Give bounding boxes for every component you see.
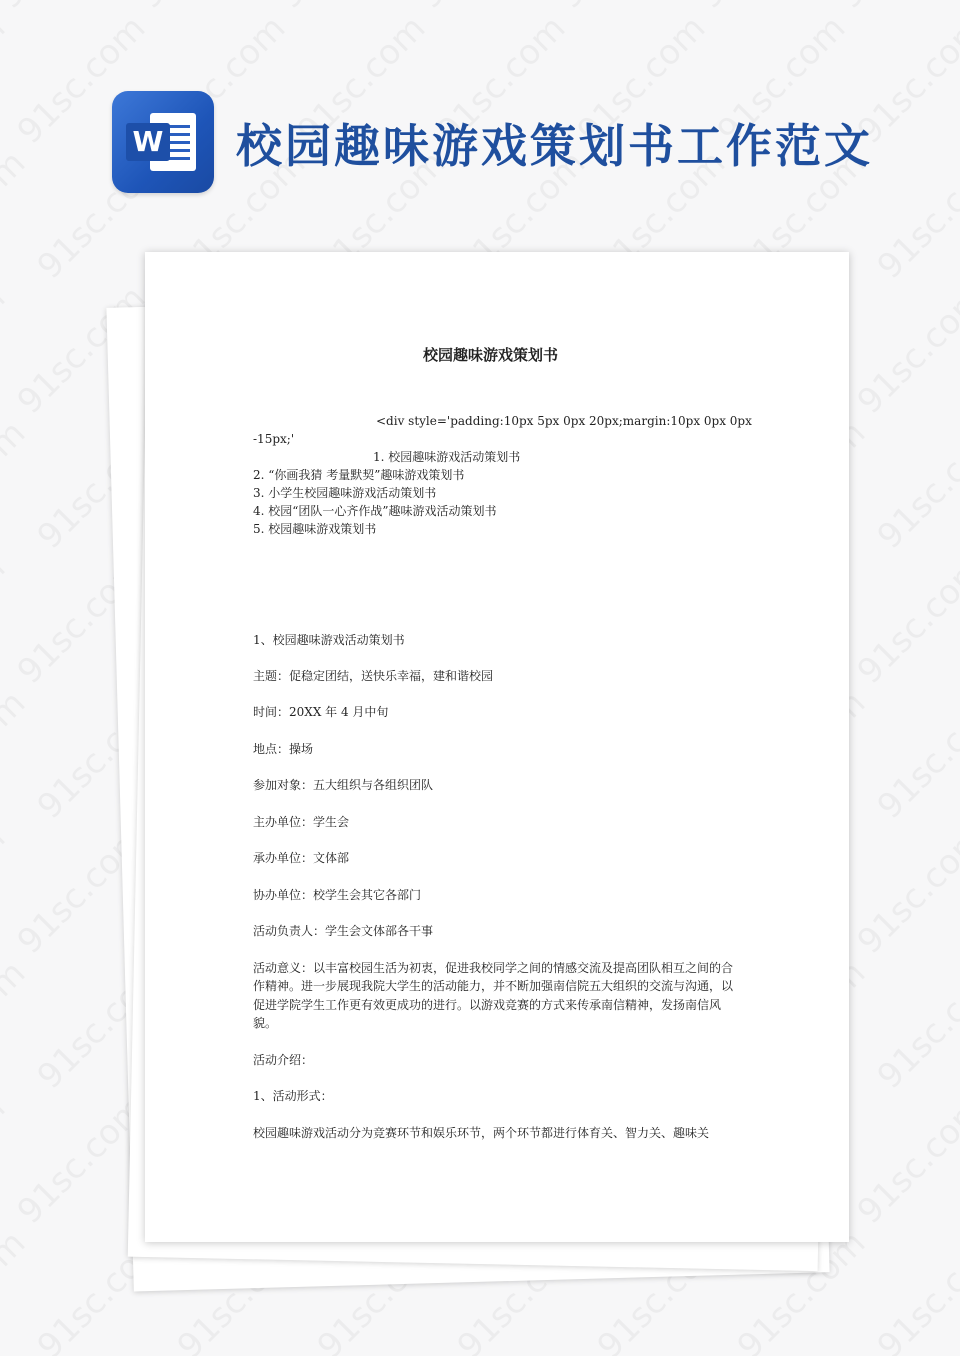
field-line: 时间：20XX 年 4 月中旬	[253, 705, 389, 719]
watermark-text	[690, 0, 834, 17]
watermark-text	[0, 8, 13, 152]
document-heading: 校园趣味游戏策划书	[423, 346, 559, 364]
toc-item[interactable]: 4. 校园“团队一心齐作战”趣味游戏活动策划书	[253, 504, 497, 518]
significance-paragraph: 活动意义：以丰富校园生活为初衷，促进我校同学之间的情感交流及提高团队相互之间的合作精神。进一步展现我院大学生的活动能力，并不断加强南信院五大组织的交流与沟通，以促进学院学生工作更有效更成功的进行。以游戏竞赛的方式来传承南信精神，发扬南信风貌。	[253, 961, 734, 1030]
watermark-text	[870, 143, 960, 287]
watermark-text	[0, 1088, 13, 1232]
field-line: 承办单位：文体部	[253, 851, 350, 865]
word-icon-letter: W	[126, 123, 170, 161]
watermark-text	[0, 683, 33, 827]
watermark-text	[830, 0, 960, 17]
intro-label: 活动介绍：	[253, 1053, 314, 1067]
watermark-text	[850, 548, 960, 692]
watermark-text	[850, 278, 960, 422]
watermark-text	[270, 0, 414, 17]
field-line: 地点：操场	[253, 742, 314, 756]
watermark-text	[850, 1088, 960, 1232]
field-line: 协办单位：校学生会其它各部门	[253, 888, 422, 902]
form-text: 校园趣味游戏活动分为竞赛环节和娱乐环节，两个环节都进行体育关、智力关、趣味关	[253, 1126, 710, 1140]
watermark-text	[0, 548, 13, 692]
form-label: 1、活动形式：	[253, 1089, 333, 1103]
watermark-text	[870, 953, 960, 1097]
watermark-text	[0, 818, 13, 962]
watermark-text	[0, 953, 33, 1097]
watermark-text	[850, 818, 960, 962]
watermark-text	[0, 1223, 33, 1356]
toc-item[interactable]: 1. 校园趣味游戏活动策划书	[373, 450, 521, 464]
field-line: 活动负责人：学生会文体部各干事	[253, 924, 434, 938]
watermark-text	[870, 683, 960, 827]
toc-item[interactable]: 2. “你画我猜 考量默契”趣味游戏策划书	[253, 468, 465, 482]
toc-item[interactable]: 3. 小学生校园趣味游戏活动策划书	[253, 486, 437, 500]
watermark-text	[0, 143, 33, 287]
watermark-text	[0, 278, 13, 422]
field-line: 主题：促稳定团结，送快乐幸福，建和谐校园	[253, 669, 494, 683]
code-line: <div style='padding:10px 5px 0px 20px;margin:10px 0px 0px	[376, 414, 752, 428]
toc-item[interactable]: 5. 校园趣味游戏策划书	[253, 522, 377, 536]
page-title: 校园趣味游戏策划书工作范文	[236, 119, 873, 173]
watermark-text	[550, 0, 694, 17]
field-line: 参加对象：五大组织与各组织团队	[253, 778, 434, 792]
document-page	[145, 252, 849, 1242]
watermark-text	[130, 0, 274, 17]
watermark-text	[870, 413, 960, 557]
watermark-text	[0, 0, 133, 17]
watermark-text	[410, 0, 554, 17]
watermark-text	[870, 1223, 960, 1356]
word-icon	[112, 91, 214, 193]
code-line: -15px;'	[253, 432, 295, 446]
field-line: 主办单位：学生会	[253, 815, 350, 829]
section-title: 1、校园趣味游戏活动策划书	[253, 633, 405, 647]
watermark-text	[0, 413, 33, 557]
